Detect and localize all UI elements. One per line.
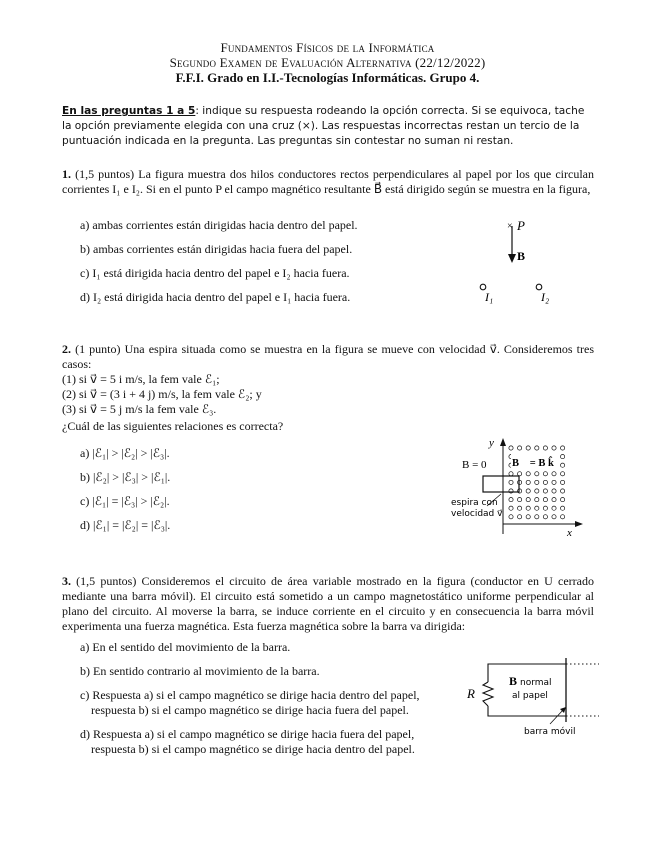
field-dot [509,480,513,484]
field-dot [535,480,539,484]
question-3 [62,574,594,634]
q2-label-loop-1: espira con [451,498,498,508]
field-dot [543,446,547,450]
q2-label-bk: B⃗ = B k̂ [512,458,554,469]
q1-option-d[interactable]: d) I₂ está dirigida hacia dentro del papel e I₁ hacia fuera. [80,290,351,304]
field-dot [552,498,556,502]
field-dot [518,515,522,519]
q3-resistor [483,682,493,706]
field-dot [552,489,556,493]
q1-b-arrowhead [508,254,516,263]
q1-option-b[interactable]: b) ambas corrientes están dirigidas hacia fuera del papel. [80,242,353,256]
q3-label-normal: normal [520,678,552,688]
question-2-text: (1 punto) Una espira situada como se muestra en la figura se mueve con velocidad v⃗. Consideremos tres casos: [62,342,594,371]
field-dot [535,515,539,519]
field-dot [526,515,530,519]
q3-option-d-cont: respuesta b) si el campo magnético se dirige hacia dentro del papel. [91,742,415,756]
field-dot [526,446,530,450]
field-dot [552,506,556,510]
question-3-number: 3. [62,574,71,588]
field-dot [561,455,565,459]
q1-option-a[interactable]: a) ambas corrientes están dirigidas hacia dentro del papel. [80,218,358,232]
q2-y-arrowhead [500,438,506,446]
field-dot [509,472,513,476]
q2-label-b0: B = 0 [462,459,487,471]
q2-case-3: (3) si v⃗ = 5 j m/s la fem vale ℰ₃. [62,402,217,416]
field-dot [561,506,565,510]
q3-figure [462,654,612,738]
field-dot [543,480,547,484]
q3-label-barra: barra móvil [524,727,576,737]
field-dot [509,446,513,450]
q1-p-marker: × [507,221,513,232]
field-dot [561,515,565,519]
q1-wire-1 [480,284,486,290]
q2-x-arrowhead [575,521,583,527]
field-dot [543,506,547,510]
field-dot [543,489,547,493]
q2-label-y: y [489,437,494,449]
field-dot [552,480,556,484]
q2-figure [445,434,585,538]
q3-label-b: B⃗ [509,674,527,688]
header-course: Fundamentos Físicos de la Informática [220,40,435,55]
field-dot [552,446,556,450]
q2-option-b[interactable]: b) |ℰ₂| > |ℰ₃| > |ℰ₁|. [80,470,171,484]
instructions-text: : indique su respuesta rodeando la opción correcta. Si se equivoca, tache la opción previamente elegida con una cruz (×). Las respuestas incorrectas restan un tercio de la puntuación indicada en la pregunta. Las preguntas sin contestar no suman ni restan. [62,105,585,147]
q3-option-c-cont: respuesta b) si el campo magnético se dirige hacia fuera del papel. [91,703,409,717]
question-1-number: 1. [62,167,71,181]
q3-option-a[interactable]: a) En el sentido del movimiento de la barra. [80,640,291,654]
field-dot [518,446,522,450]
field-dot [552,472,556,476]
q2-question: ¿Cuál de las siguientes relaciones es correcta? [62,419,284,433]
q3-option-b[interactable]: b) En sentido contrario al movimiento de la barra. [80,664,320,678]
question-1 [62,167,594,197]
q3-option-d[interactable]: d) Respuesta a) si el campo magnético se dirige hacia fuera del papel, [80,727,415,741]
field-dot [526,498,530,502]
q2-option-a[interactable]: a) |ℰ₁| > |ℰ₂| > |ℰ₃|. [80,446,170,460]
field-dot [509,506,513,510]
instructions [62,104,594,149]
field-dot [526,506,530,510]
q1-label-b: B⃗ [517,249,535,263]
question-2-number: 2. [62,342,71,356]
q1-label-i2: I₂ [541,290,550,304]
q3-label-r: R [467,686,475,701]
header-group: F.F.I. Grado en I.I.-Tecnologías Informáticas. Grupo 4. [175,70,480,85]
q2-loop [483,476,519,492]
field-dot [526,480,530,484]
field-dot [535,446,539,450]
q2-label-loop-2: velocidad v⃗ [451,509,503,519]
q2-case-1: (1) si v⃗ = 5 i m/s, la fem vale ℰ₁; [62,372,220,386]
field-dot [561,489,565,493]
question-2 [62,342,594,372]
q3-rail-bottom [488,706,566,716]
field-dot [535,506,539,510]
field-dot [535,498,539,502]
field-dot [518,472,522,476]
q1-label-p: P [517,218,525,233]
q2-label-x: x [567,527,572,538]
field-dot [535,489,539,493]
field-dot [543,515,547,519]
field-dot [543,472,547,476]
field-dot [561,446,565,450]
instructions-lead: En las preguntas 1 a 5 [62,105,196,117]
q1-label-i1: I₁ [485,290,494,304]
q3-label-alpapel: al papel [512,691,548,701]
field-dot [518,498,522,502]
question-1-text: (1,5 puntos) La figura muestra dos hilos conductores rectos perpendiculares al papel por los que circulan corrientes I₁ e I₂. Si en el punto P el campo magnético resultante B⃗ está dirigido según se muestra en la figura, [62,167,594,196]
field-dot [561,480,565,484]
q2-option-d[interactable]: d) |ℰ₁| = |ℰ₂| = |ℰ₃|. [80,518,171,532]
field-dot [543,498,547,502]
q3-bar-pointer [550,710,563,724]
q1-figure [470,214,580,306]
field-dot [561,498,565,502]
q2-option-c[interactable]: c) |ℰ₁| = |ℰ₃| > |ℰ₂|. [80,494,170,508]
q1-wire-2 [536,284,542,290]
field-dot [561,472,565,476]
field-dot [509,498,513,502]
q1-option-c[interactable]: c) I₁ está dirigida hacia dentro del papel e I₂ hacia fuera. [80,266,350,280]
q2-case-2: (2) si v⃗ = (3 i + 4 j) m/s, la fem vale ℰ₂; y [62,387,262,401]
field-dot [526,472,530,476]
field-dot [526,489,530,493]
field-dot [509,515,513,519]
question-3-text: (1,5 puntos) Consideremos el circuito de área variable mostrado en la figura (conductor en U cerrado mediante una barra móvil). El circuito está sometido a un campo magnetostático uniforme perpendicular al plano del circuito. Al moverse la barra, se induce corriente en el circuito y en consecuencia la barra móvil experimenta una fuerza magnética. Esta fuerza magnética sobre la barra va dirigida: [62,574,594,633]
field-dot [535,472,539,476]
q3-option-c[interactable]: c) Respuesta a) si el campo magnético se dirige hacia dentro del papel, [80,688,420,702]
field-dot [561,463,565,467]
field-dot [518,506,522,510]
field-dot [552,515,556,519]
header-exam: Segundo Examen de Evaluación Alternativa (22/12/2022) [169,55,486,70]
